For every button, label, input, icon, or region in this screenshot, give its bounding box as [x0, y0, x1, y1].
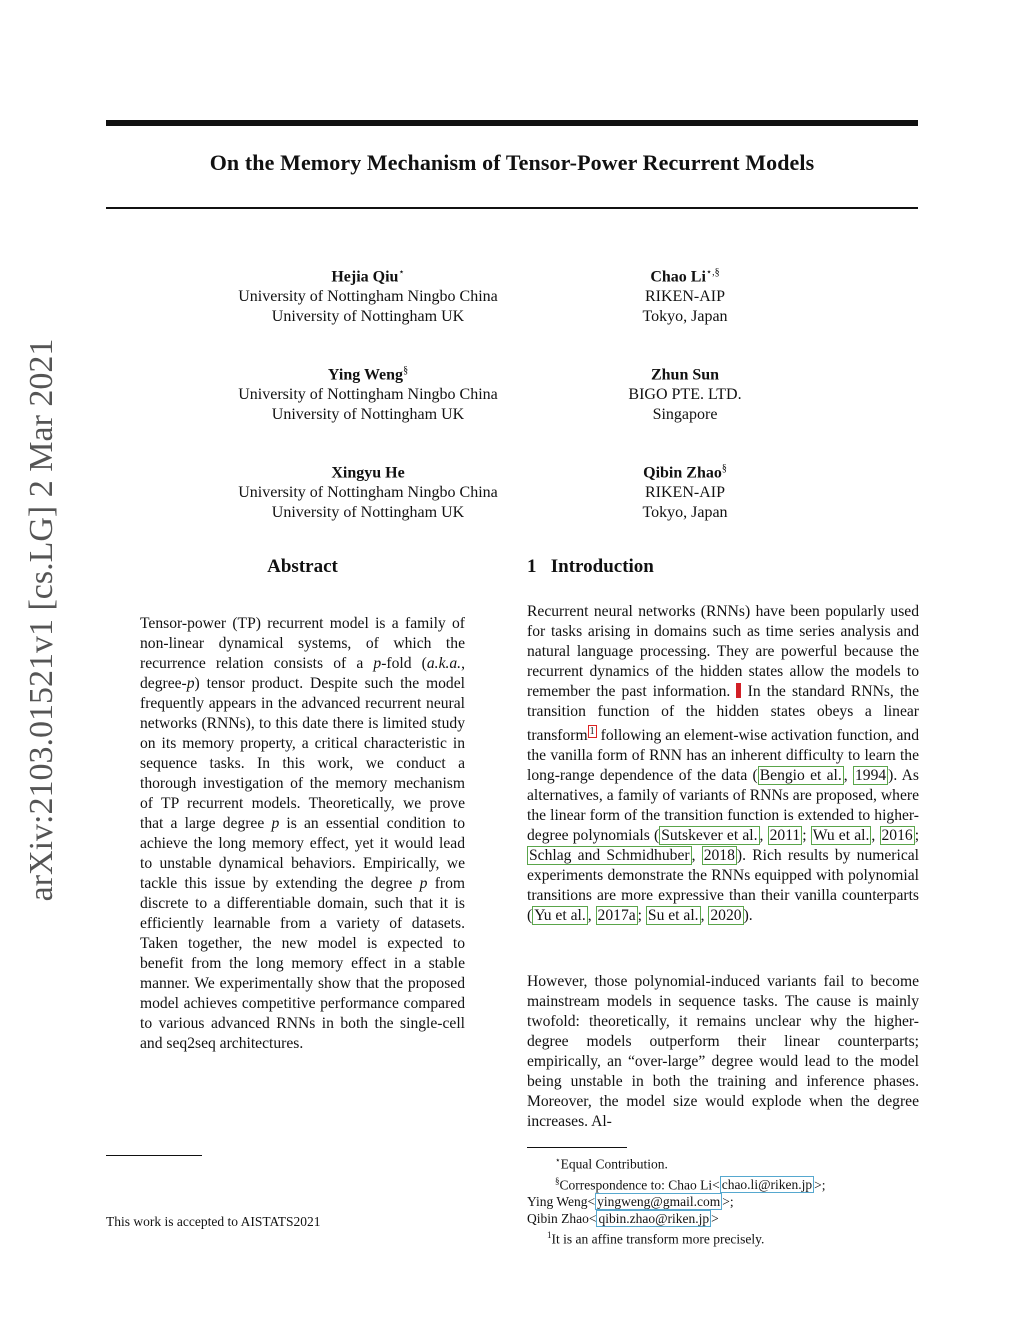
citation-link[interactable]: Wu et al.: [812, 827, 870, 845]
author-affiliation: Tokyo, Japan: [642, 308, 728, 326]
author-name: Qibin Zhao: [643, 464, 722, 482]
footnote-equal: Equal Contribution.: [560, 1156, 668, 1172]
author-affiliation: University of Nottingham Ningbo China: [238, 288, 498, 306]
author-affiliation: Tokyo, Japan: [642, 504, 728, 522]
citation-link[interactable]: Schlag and Schmidhuber: [529, 847, 690, 865]
author-affiliation: BIGO PTE. LTD.: [628, 386, 742, 404]
author-mark: ⋆: [398, 267, 405, 278]
citation-link[interactable]: Sutskever et al.: [661, 827, 758, 845]
title-rule-top: [106, 120, 918, 126]
author-affiliation: University of Nottingham UK: [271, 406, 465, 424]
author-name: Zhun Sun: [650, 366, 720, 384]
footnote-rule-left: [106, 1155, 202, 1156]
author-affiliation: RIKEN-AIP: [645, 484, 725, 502]
author-affiliation: Singapore: [652, 406, 718, 424]
author-block: [505, 459, 865, 523]
intro-paragraph-1: Recurrent neural networks (RNNs) have been popularly used for tasks arising in domains such as time series analysis and natural language processing. They are powerful because the recurrent dynamics of the hidden states allow the models to remember the past information. In the standard RNNs, the transition function of the hidden states obeys a linear transform $^1$ following an element-wise activation function, and the vanilla form of RNN has an inherent difficulty to learn the long-range dependence of the data ( Bengio et al. , 1994 ). As alternatives, a family of variants of RNNs are proposed, where the linear form of the transition function is extended to higher-degree polynomials ( Sutskever et al. , 2011 ; Wu et al. , 2016 ; Schlag and Schmidhuber , 2018 ). Rich results by numerical experiments demonstrate the RNNs equipped with polynomial transitions are more expressive than their vanilla counterparts ( Yu et al. , 2017a ; Su et al. , 2020 ).: [527, 603, 920, 925]
author-affiliation: University of Nottingham UK: [271, 504, 465, 522]
email-link[interactable]: chao.li@riken.jp: [721, 1177, 813, 1192]
intro-heading: [527, 556, 654, 578]
author-name: Hejia Qiu: [331, 268, 399, 286]
footnote-ref-link[interactable]: 1: [589, 726, 595, 737]
paper-title: On the Memory Mechanism of Tensor-Power Recurrent Models: [209, 150, 815, 175]
citation-link[interactable]: 2011: [769, 827, 801, 845]
author-name: Chao Li: [650, 268, 706, 286]
author-block: [188, 263, 548, 327]
author-block: [188, 459, 548, 523]
author-name: Ying Weng: [327, 366, 404, 384]
accepted-note: This work is accepted to AISTATS2021: [106, 1214, 321, 1229]
author-affiliation: University of Nottingham Ningbo China: [238, 386, 498, 404]
author-affiliation: University of Nottingham Ningbo China: [238, 484, 498, 502]
section-number: 1: [527, 556, 537, 577]
footnotes: ⋆Equal Contribution. §Correspondence to: Chao Li< chao.li@riken.jp >; Ying Weng< yingweng@gmail.com >; Qibin Zhao< qibin.zhao@riken.jp > $^1$It is an affine transform more precisely.: [527, 1155, 826, 1247]
author-affiliation: University of Nottingham UK: [271, 308, 465, 326]
abstract-body: Tensor-power (TP) recurrent model is a family of non-linear dynamical systems, of which the recurrence relation consists of a p-fold (a.k.a., degree-p) tensor product. Despite such the model frequently appears in the advanced recurrent neural networks (RNNs), to this date there is limited study on its memory property, a critical characteristic in sequence tasks. In this work, we conduct a thorough investigation of the memory mechanism of TP recurrent models. Theoretically, we prove that a large degree p is an essential condition to achieve the long memory effect, yet it would lead to unstable dynamical behaviors. Empirically, we tackle this issue by extending the degree p from discrete to a differentiable domain, such that it is efficiently learnable from a variety of datasets. Taken together, the new model is expected to benefit from the long memory effect in a stable manner. We experimentally show that the proposed model achieves competitive performance compared to various advanced RNNs in both the single-cell and seq2seq architectures.: [140, 615, 465, 1052]
citation-link[interactable]: 2017a: [597, 907, 636, 925]
email-link[interactable]: yingweng@gmail.com: [597, 1194, 721, 1209]
author-mark: §: [721, 463, 727, 474]
abstract-heading: Abstract: [267, 556, 338, 577]
email-link[interactable]: qibin.zhao@riken.jp: [598, 1211, 710, 1226]
author-mark: §: [403, 365, 409, 376]
arxiv-identifier: arXiv:2103.01521v1 [cs.LG] 2 Mar 2021: [23, 338, 60, 902]
citation-link[interactable]: Yu et al.: [534, 907, 586, 925]
author-mark: ⋆,§: [705, 267, 720, 278]
citation-link[interactable]: Su et al.: [647, 907, 699, 925]
title-rule-bottom: [106, 207, 918, 209]
footnote-rule-right: [527, 1147, 627, 1148]
author-block: [505, 361, 865, 425]
author-block: [188, 361, 548, 425]
citation-link[interactable]: Bengio et al.: [759, 767, 842, 785]
citation-link[interactable]: 1994: [854, 767, 887, 785]
author-name: Xingyu He: [331, 464, 405, 482]
citation-link[interactable]: 2018: [703, 847, 735, 865]
intro-paragraph-2: However, those polynomial-induced variants fail to become mainstream models in sequence tasks. The cause is mainly twofold: theoretically, it remains unclear why the higher-degree models outperform their linear counterparts; empirically, an “over-large” degree would lead to the model being unstable in both the training and inference phases. Moreover, the model size would explode when the degree increases. Al-: [527, 973, 919, 1130]
footnote-affine: It is an affine transform more precisely.: [551, 1231, 765, 1247]
citation-link[interactable]: 2016: [881, 827, 913, 845]
author-affiliation: RIKEN-AIP: [645, 288, 725, 306]
author-block: [505, 263, 865, 327]
section-title: Introduction: [550, 556, 654, 577]
citation-link[interactable]: 2020: [710, 907, 742, 925]
